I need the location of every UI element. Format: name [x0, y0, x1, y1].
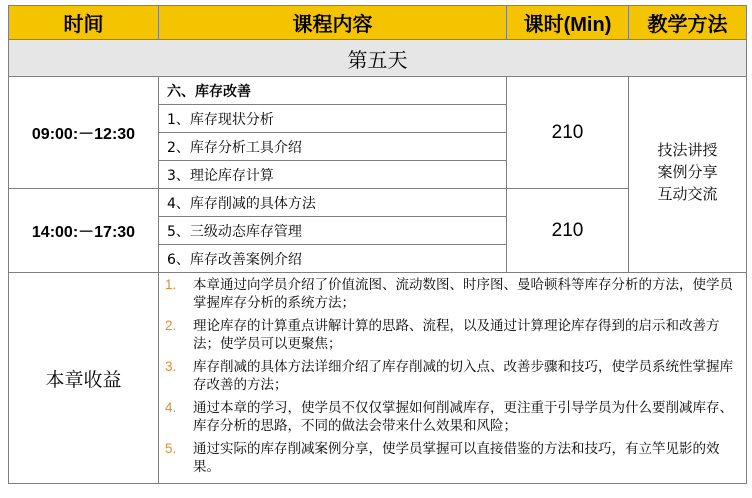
gain-number: 5.: [165, 441, 177, 456]
session-item: 4、库存削减的具体方法: [159, 189, 507, 217]
header-time: 时间: [9, 6, 159, 40]
gain-number: 2.: [165, 318, 177, 333]
gain-item: [165, 317, 736, 353]
gain-text: 库存削减的具体方法详细介绍了库存削减的切入点、改善步骤和技巧，使学员系统性掌握库存改善的方法；: [193, 359, 733, 393]
gain-text: 本章通过向学员介绍了价值流图、流动数图、时序图、曼哈顿科等库存分析的方法，使学员掌握库存分析的系统方法；: [193, 277, 733, 311]
session-item: 2、库存分析工具介绍: [159, 133, 507, 161]
session-hours: 210: [507, 189, 629, 273]
day-row: [9, 40, 747, 77]
day-title: 第五天: [9, 40, 747, 77]
session-item: 3、理论库存计算: [159, 161, 507, 189]
teaching-method: [629, 77, 747, 273]
session-item: 1、库存现状分析: [159, 105, 507, 133]
session-time: 09:00:－12:30: [9, 77, 159, 189]
gain-number: 3.: [165, 359, 177, 374]
method-item: 技法讲授: [657, 141, 718, 159]
header-method: 教学方法: [629, 6, 747, 40]
session-time: 14:00:－17:30: [9, 189, 159, 273]
gain-text: 通过本章的学习，使学员不仅仅掌握如何削减库存，更注重于引导学员为什么要削减库存、库存分析的思路，不同的做法会带来什么效果和风险；: [193, 400, 733, 434]
session-item: 6、库存改善案例介绍: [159, 245, 507, 273]
course-schedule-table: [8, 5, 747, 484]
session-item: 六、库存改善: [159, 77, 507, 105]
gain-number: 4.: [165, 400, 177, 415]
gains-label: 本章收益: [9, 273, 159, 484]
header-hours: 课时(Min): [507, 6, 629, 40]
session-hours: 210: [507, 77, 629, 189]
method-item: 互动交流: [657, 185, 718, 203]
gain-item: [165, 276, 736, 312]
gain-text: 理论库存的计算重点讲解计算的思路、流程，以及通过计算理论库存得到的启示和改善方法；使学员可以更聚焦；: [193, 318, 720, 352]
gain-item: [165, 358, 736, 394]
gains-content: [159, 273, 747, 484]
table-row: [9, 77, 747, 105]
method-item: 案例分享: [657, 163, 718, 181]
gain-item: [165, 399, 736, 435]
header-row: [9, 6, 747, 40]
gains-row: [9, 273, 747, 484]
gain-text: 通过实际的库存削减案例分享，使学员掌握可以直接借鉴的方法和技巧，有立竿见影的效果。: [193, 441, 720, 475]
header-content: 课程内容: [159, 6, 507, 40]
gain-item: [165, 440, 736, 476]
gains-list: [159, 273, 746, 483]
gain-number: 1.: [165, 277, 177, 292]
session-item: 5、三级动态库存管理: [159, 217, 507, 245]
